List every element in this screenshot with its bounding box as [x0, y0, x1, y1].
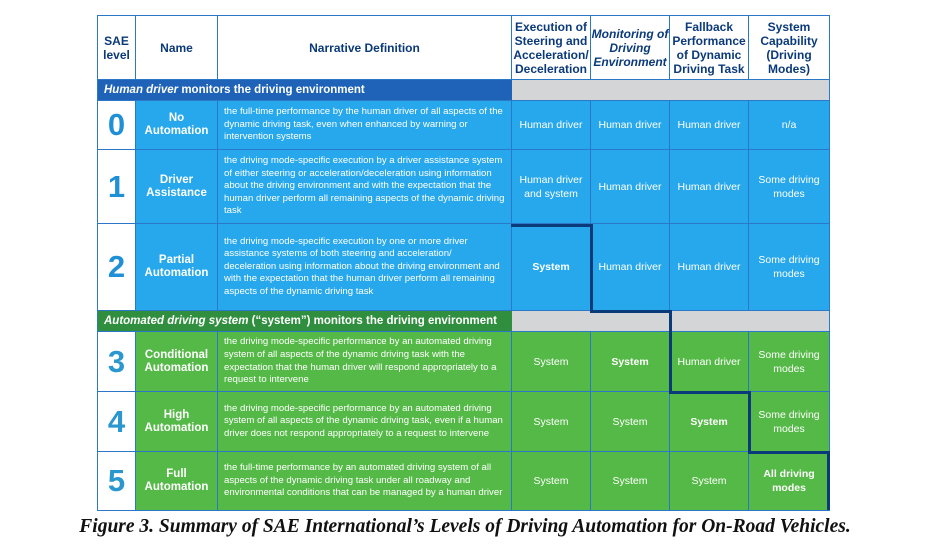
header-monitoring: [591, 16, 670, 80]
section-auto-emphasis: Automated driving system: [104, 315, 249, 327]
header-execution: [512, 16, 591, 80]
cell-monitoring: Human driver: [591, 224, 670, 311]
section-auto-text: (“system”) monitors the driving environment: [248, 315, 497, 327]
level-number: 0: [98, 101, 136, 150]
section-human-emphasis: Human driver: [104, 84, 179, 96]
header-definition: [218, 16, 512, 80]
cell-monitoring: System: [591, 332, 670, 392]
cell-fallback: System: [670, 392, 749, 452]
cell-capability: All driving modes: [749, 452, 829, 510]
level-definition: [218, 392, 512, 452]
level-definition: [218, 452, 512, 510]
level-definition: [218, 332, 512, 392]
level-definition-text: the full-time performance by the human driver of all aspects of the dynamic driving task, even when enhanced by warning or intervention systems: [224, 106, 503, 143]
cell-execution: Human driver: [512, 101, 591, 150]
header-fallback-text: Fallback Performance of Dynamic Driving Task: [672, 19, 746, 76]
level-number: 3: [98, 332, 136, 392]
cell-fallback: Human driver: [670, 224, 749, 311]
cell-capability: n/a: [749, 101, 829, 150]
cell-capability: Some driving modes: [749, 150, 829, 224]
header-fallback: [670, 16, 749, 80]
cell-monitoring: System: [591, 452, 670, 510]
level-definition: [218, 150, 512, 224]
cell-execution: System: [512, 392, 591, 452]
table-header-row: [98, 16, 829, 80]
level-definition-text: the full-time performance by an automated driving system of all aspects of the dynamic driving task under all roadway and environmental conditions that can be managed by a human driver: [224, 462, 503, 499]
section-automated-system: [98, 311, 512, 332]
level-name: Driver Assistance: [136, 150, 218, 224]
boundary-line: [511, 224, 591, 227]
header-execution-text: Execution of Steering and Acceleration/ Deceleration: [513, 19, 589, 76]
cell-fallback: System: [670, 452, 749, 510]
cell-monitoring: Human driver: [591, 150, 670, 224]
cell-monitoring: System: [591, 392, 670, 452]
cell-capability: Some driving modes: [749, 224, 829, 311]
table-row-level-0: [98, 101, 829, 150]
header-capability: [749, 16, 829, 80]
section-human-text: monitors the driving environment: [178, 84, 365, 96]
header-monitoring-text: Monitoring of Driving Environment: [591, 26, 669, 69]
header-name: [136, 16, 218, 80]
cell-monitoring: Human driver: [591, 101, 670, 150]
boundary-line: [748, 451, 829, 454]
level-name: Full Automation: [136, 452, 218, 510]
table-row-level-4: [98, 392, 829, 452]
boundary-line: [590, 224, 593, 313]
cell-execution: System: [512, 332, 591, 392]
section-human-gray-band: [512, 80, 829, 101]
boundary-line: [590, 310, 671, 313]
header-definition-text: Narrative Definition: [309, 40, 420, 55]
cell-capability: Some driving modes: [749, 332, 829, 392]
header-name-text: Name: [160, 40, 193, 55]
level-definition-text: the driving mode-specific performance by an automated driving system of all aspects of the dynamic driving task, even if a human driver does not respond appropriately to a request to intervene: [224, 402, 503, 439]
cell-execution: System: [512, 224, 591, 311]
level-name: High Automation: [136, 392, 218, 452]
level-name: Conditional Automation: [136, 332, 218, 392]
table-row-level-1: [98, 150, 829, 224]
boundary-line: [827, 451, 830, 510]
table-row-level-2: [98, 224, 829, 311]
level-definition: [218, 224, 512, 311]
cell-fallback: Human driver: [670, 101, 749, 150]
cell-fallback: Human driver: [670, 150, 749, 224]
section-human-driver: [98, 80, 512, 101]
level-definition-text: the driving mode-specific execution by a driver assistance system of either steering or acceleration/deceleration using information about the driving environment and with the expectation that the human driver perform all remaining aspects of the dynamic driving task: [224, 155, 505, 217]
cell-capability: Some driving modes: [749, 392, 829, 452]
level-number: 4: [98, 392, 136, 452]
level-number: 5: [98, 452, 136, 510]
table-row-level-5: [98, 452, 829, 510]
level-number: 1: [98, 150, 136, 224]
boundary-line: [669, 391, 750, 394]
cell-execution: Human driver and system: [512, 150, 591, 224]
level-definition-text: the driving mode-specific performance by an automated driving system of all aspects of the dynamic driving task with the expectation that the human driver will respond appropriately to a request to intervene: [224, 336, 497, 386]
boundary-line: [748, 391, 751, 454]
level-number: 2: [98, 224, 136, 311]
boundary-line: [669, 310, 672, 394]
cell-fallback: Human driver: [670, 332, 749, 392]
header-capability-text: System Capability (Driving Modes): [760, 19, 818, 76]
level-name: Partial Automation: [136, 224, 218, 311]
cell-execution: System: [512, 452, 591, 510]
header-sae-level: [98, 16, 136, 80]
sae-levels-table: [97, 15, 830, 511]
figure-caption: Figure 3. Summary of SAE International’s Levels of Driving Automation for On-Road Vehicles.: [79, 516, 851, 537]
header-sae-level-text: SAE level: [103, 33, 130, 62]
level-definition-text: the driving mode-specific execution by one or more driver assistance systems of both steering and acceleration/ deceleration using information about the driving environment and with the expectation that the human driver perform all remaining aspects of the dynamic driving task: [224, 235, 500, 297]
level-definition: [218, 101, 512, 150]
level-name: No Automation: [136, 101, 218, 150]
table-row-level-3: [98, 332, 829, 392]
